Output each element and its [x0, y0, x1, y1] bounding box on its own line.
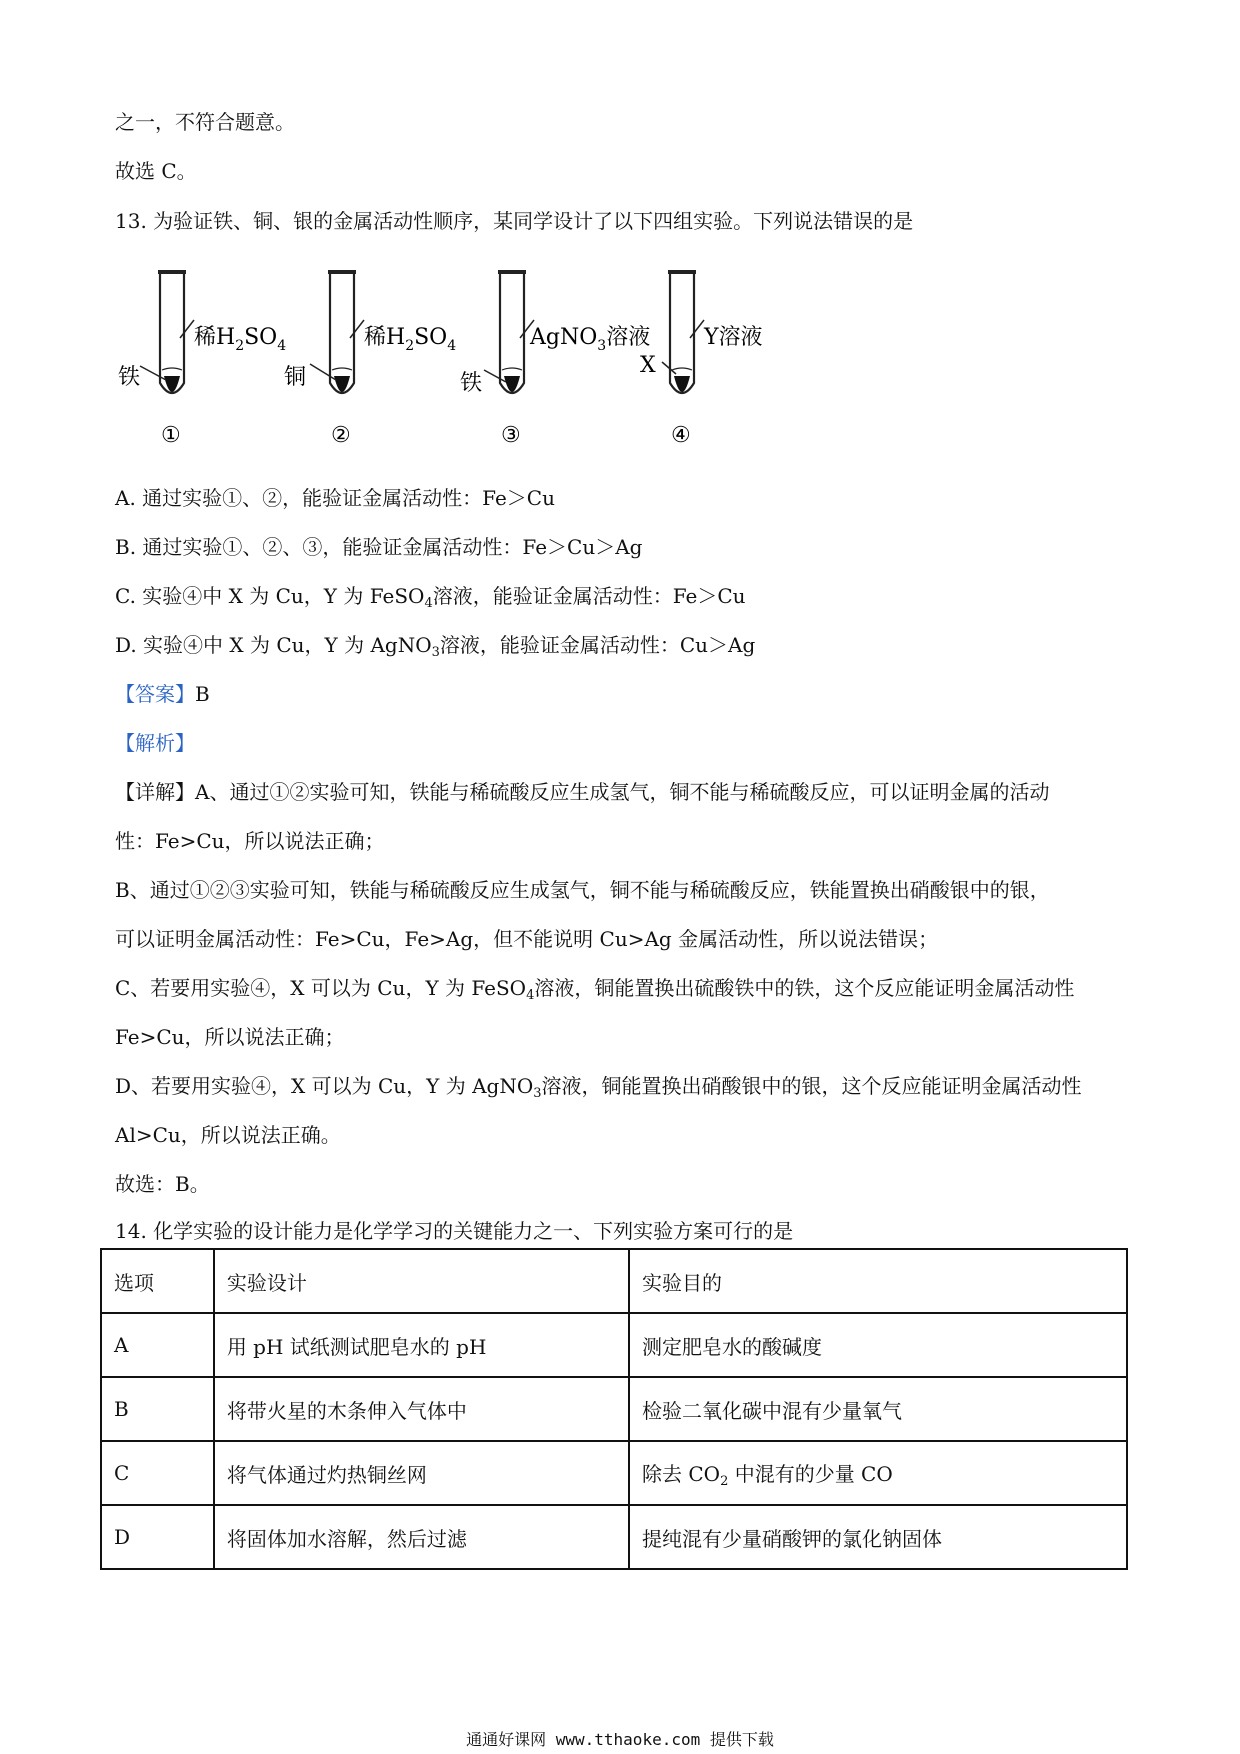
table-row — [101, 1313, 1127, 1377]
tube-4-label: ④ — [671, 423, 691, 448]
tube-1-metal: 铁 — [118, 365, 141, 390]
detail-line-6: Fe>Cu，所以说法正确； — [115, 1025, 345, 1049]
tube-1 — [118, 270, 286, 448]
goal-cell: 除去 $CO_2$ 中混有的少量 CO — [629, 1441, 1127, 1505]
header-cell: 实验设计 — [214, 1249, 629, 1313]
tube-2-metal: 铜 — [284, 365, 307, 390]
design-cell: 将带火星的木条伸入气体中 — [214, 1377, 629, 1441]
q13-analysis-tag: 【解析】 — [115, 731, 195, 755]
q13-option-d: D. 实验④中 X 为 Cu，Y 为 AgNO$_3$溶液，能验证金属活动性：Cu＞Ag — [115, 633, 756, 660]
answer-value: B — [195, 682, 210, 706]
tube-1-label: ① — [161, 423, 181, 448]
page-footer: 通通好课网 www.tthaoke.com 提供下载 — [466, 1730, 774, 1749]
tube-4-metal: X — [640, 353, 656, 378]
q13-option-c: C. 实验④中 X 为 Cu，Y 为 FeSO$_4$溶液，能验证金属活动性：Fe＞Cu — [115, 584, 746, 611]
tube-2-label: ② — [331, 423, 351, 448]
option-cell: B — [101, 1377, 214, 1441]
detail-line-3: B、通过①②③实验可知，铁能与稀硫酸反应生成氢气，铜不能与稀硫酸反应，铁能置换出硝酸银中的银， — [115, 878, 1050, 902]
detail-line-9: 故选：B。 — [115, 1172, 210, 1196]
tube-3-label: ③ — [501, 423, 521, 448]
tube-4 — [640, 270, 763, 448]
detail-line-4: 可以证明金属活动性：Fe>Cu，Fe>Ag，但不能说明 Cu>Ag 金属活动性，所以说法错误； — [115, 927, 939, 951]
tube-3 — [460, 270, 650, 448]
q13-stem: 13. 为验证铁、铜、银的金属活动性顺序，某同学设计了以下四组实验。下列说法错误的是 — [115, 209, 914, 233]
detail-line-2: 性：Fe>Cu，所以说法正确； — [115, 829, 385, 853]
q13-option-a: A. 通过实验①、②，能验证金属活动性：Fe＞Cu — [115, 486, 555, 510]
table-row — [101, 1441, 1127, 1505]
svg-text:AgNO3溶液: AgNO$_3$溶液 — [530, 325, 651, 354]
goal-cell: 提纯混有少量硝酸钾的氯化钠固体 — [629, 1505, 1127, 1569]
q14-stem: 14. 化学实验的设计能力是化学学习的关键能力之一、下列实验方案可行的是 — [115, 1219, 794, 1243]
detail-line-7: D、若要用实验④，X 可以为 Cu，Y 为 AgNO$_3$溶液，铜能置换出硝酸银中的银，这个反应能证明金属活动性 — [115, 1074, 1082, 1101]
svg-text:稀H2SO4: 稀$H_2SO_4$ — [364, 325, 457, 354]
header-cell: 选项 — [101, 1249, 214, 1313]
table-row — [101, 1377, 1127, 1441]
goal-cell: 测定肥皂水的酸碱度 — [629, 1313, 1127, 1377]
answer-tag: 【答案】 — [115, 682, 195, 706]
detail-line-8: Al>Cu，所以说法正确。 — [115, 1123, 341, 1147]
detail-line-5: C、若要用实验④，X 可以为 Cu，Y 为 FeSO$_4$溶液，铜能置换出硫酸铁中的铁，这个反应能证明金属活动性 — [115, 976, 1075, 1003]
q14-table — [100, 1248, 1128, 1570]
option-cell: A — [101, 1313, 214, 1377]
option-cell: C — [101, 1441, 214, 1505]
detail-line-1: 【详解】A、通过①②实验可知，铁能与稀硫酸反应生成氢气，铜不能与稀硫酸反应，可以证明金属的活动 — [115, 780, 1050, 804]
option-cell: D — [101, 1505, 214, 1569]
tube-2 — [284, 270, 456, 448]
design-cell: 将气体通过灼热铜丝网 — [214, 1441, 629, 1505]
test-tube-figure — [108, 258, 828, 458]
table-row — [101, 1505, 1127, 1569]
header-cell: 实验目的 — [629, 1249, 1127, 1313]
prev-answer: 故选 C。 — [115, 159, 197, 183]
goal-cell: 检验二氧化碳中混有少量氧气 — [629, 1377, 1127, 1441]
tube-4-solution: Y溶液 — [704, 325, 763, 350]
q13-answer — [115, 678, 210, 707]
q13-option-b: B. 通过实验①、②、③，能验证金属活动性：Fe＞Cu＞Ag — [115, 535, 643, 559]
svg-text:稀H2SO4: 稀$H_2SO_4$ — [194, 325, 287, 354]
table-header-row — [101, 1249, 1127, 1313]
prev-tail: 之一，不符合题意。 — [115, 110, 295, 134]
design-cell: 将固体加水溶解，然后过滤 — [214, 1505, 629, 1569]
tube-3-metal: 铁 — [460, 371, 483, 396]
design-cell: 用 pH 试纸测试肥皂水的 pH — [214, 1313, 629, 1377]
